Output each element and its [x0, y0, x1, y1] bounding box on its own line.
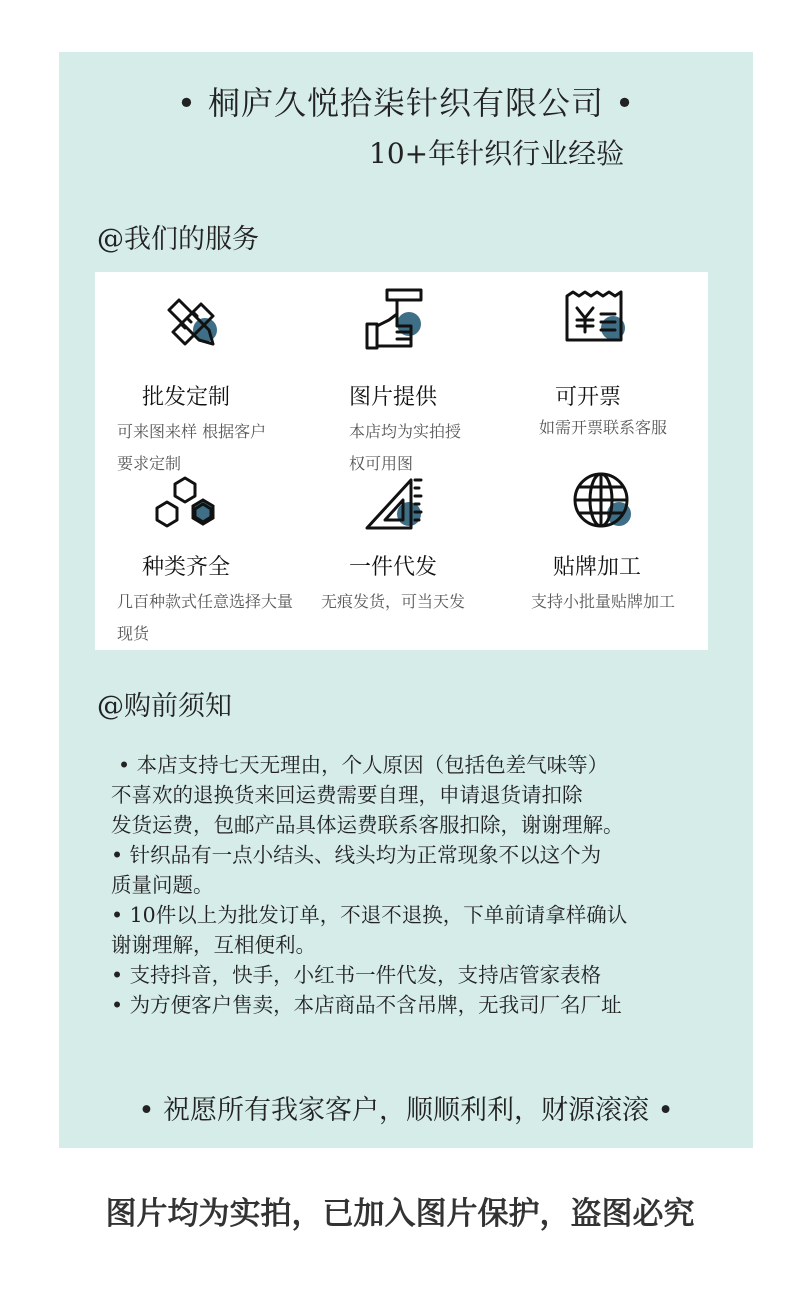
notice-line: • 10件以上为批发订单，不退不退换，下单前请拿样确认: [111, 903, 628, 927]
service-desc: 本店均为实拍授权可用图: [349, 422, 462, 473]
service-desc: 支持小批量贴牌加工: [531, 592, 676, 611]
notice-line: • 支持抖音，快手，小红书一件代发，支持店管家表格: [111, 963, 602, 987]
company-name: • 桐庐久悦拾柒针织有限公司 •: [176, 84, 636, 122]
service-title: 批发定制: [142, 385, 231, 410]
notice-line: • 本店支持七天无理由，个人原因（包括色差气味等）: [118, 753, 609, 777]
globe-icon: [571, 470, 635, 534]
closing-wish: • 祝愿所有我家客户，顺顺利利，财源滚滚 •: [138, 1095, 674, 1126]
notice-line: 谢谢理解，互相便利。: [111, 933, 316, 957]
notice-line: 质量问题。: [111, 873, 214, 897]
service-title: 一件代发: [349, 555, 438, 580]
notice-line: • 针织品有一点小结头、线头均为正常现象不以这个为: [111, 843, 602, 867]
info-panel: [59, 52, 753, 1148]
notice-line: • 为方便客户售卖，本店商品不含吊牌，无我司厂名厂址: [111, 993, 622, 1017]
notice-line: 不喜欢的退换货来回运费需要自理，申请退货请扣除: [111, 783, 583, 807]
experience-tagline: 10+年针织行业经验: [369, 137, 625, 170]
triangle-ruler-icon: [363, 472, 427, 536]
notice-list: [111, 750, 751, 1020]
copyright-notice: 图片均为实拍，已加入图片保护，盗图必究: [105, 1196, 695, 1232]
hammer-thumbs-up-icon: [363, 286, 427, 350]
service-desc: 如需开票联系客服: [539, 418, 668, 437]
service-title: 种类齐全: [142, 555, 231, 580]
yen-receipt-icon: [563, 288, 627, 352]
service-desc: 几百种款式任意选择大量现货: [117, 592, 294, 643]
notice-heading: @购前须知: [97, 691, 232, 722]
service-title: 可开票: [555, 385, 622, 410]
service-title: 贴牌加工: [553, 555, 642, 580]
service-title: 图片提供: [349, 385, 438, 410]
service-desc: 无痕发货，可当天发: [321, 592, 466, 611]
service-desc: 可来图来样 根据客户要求定制: [117, 422, 267, 473]
pencil-ruler-icon: [163, 290, 227, 354]
services-card: [95, 272, 708, 650]
notice-line: 发货运费，包邮产品具体运费联系客服扣除，谢谢理解。: [111, 813, 624, 837]
hexagons-icon: [153, 474, 217, 538]
services-heading: @我们的服务: [97, 224, 259, 255]
